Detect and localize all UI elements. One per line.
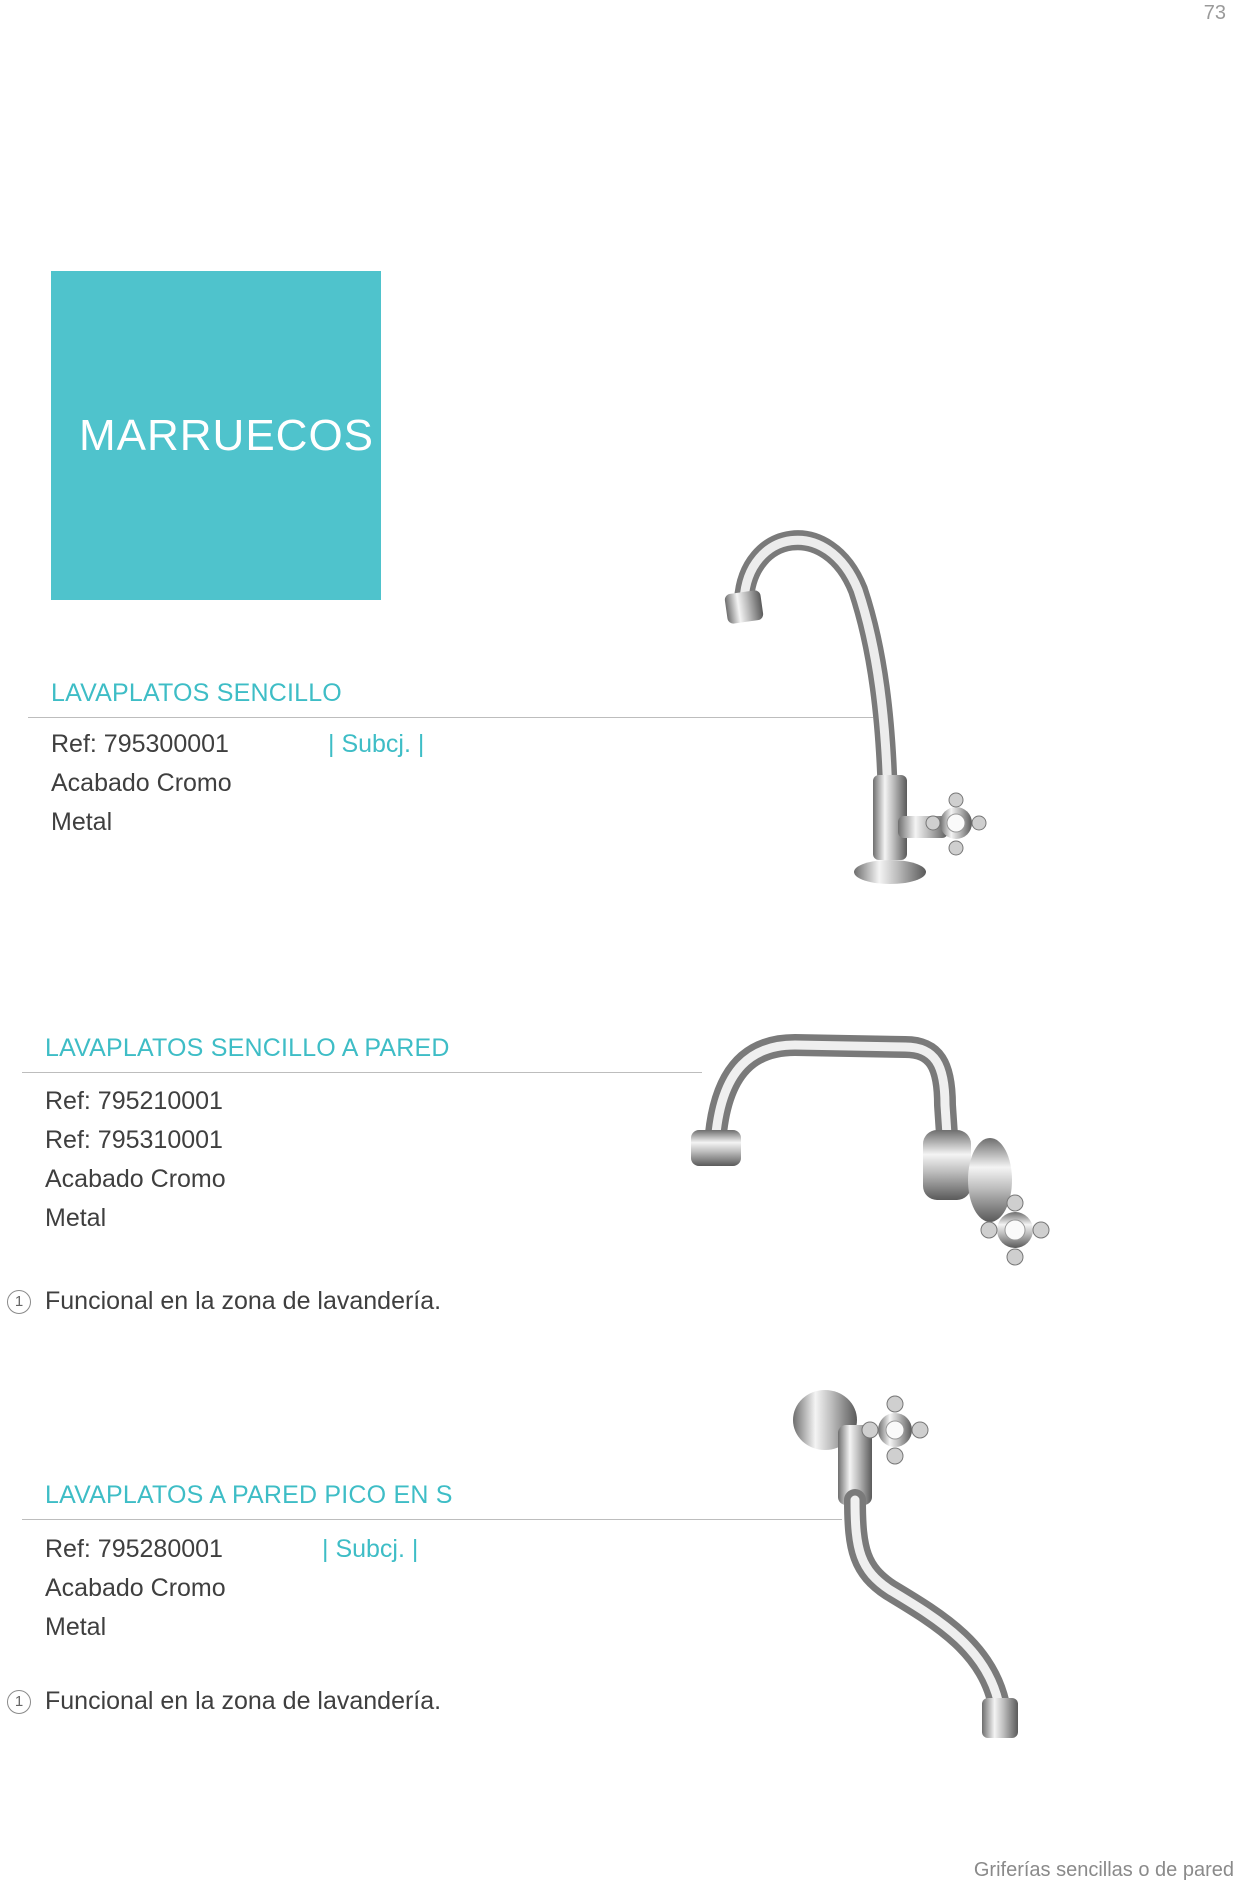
product-ref: Ref: 795210001 bbox=[45, 1087, 223, 1115]
note-text: Funcional en la zona de lavandería. bbox=[45, 1687, 442, 1715]
page-number: 73 bbox=[1203, 2, 1226, 24]
product-title: LAVAPLATOS A PARED PICO EN S bbox=[45, 1481, 453, 1509]
product-finish: Acabado Cromo bbox=[51, 769, 232, 797]
product-material: Metal bbox=[45, 1613, 107, 1641]
s-spout-faucet-image bbox=[790, 1380, 1040, 1760]
wall-mounted-faucet-image bbox=[685, 1025, 1055, 1295]
product-material: Metal bbox=[45, 1204, 107, 1232]
note-text: Funcional en la zona de lavandería. bbox=[45, 1287, 442, 1315]
product-finish: Acabado Cromo bbox=[45, 1574, 226, 1602]
subcj-label: | Subcj. | bbox=[322, 1535, 419, 1563]
product-ref: Ref: 795300001 bbox=[51, 730, 229, 758]
number-one-icon: 1 bbox=[7, 1290, 31, 1314]
product-title: LAVAPLATOS SENCILLO bbox=[51, 679, 342, 707]
product-ref: Ref: 795310001 bbox=[45, 1126, 223, 1154]
subcj-label: | Subcj. | bbox=[328, 730, 425, 758]
product-finish: Acabado Cromo bbox=[45, 1165, 226, 1193]
number-one-icon: 1 bbox=[7, 1690, 31, 1714]
brand-title: MARRUECOS bbox=[79, 411, 375, 460]
product-note bbox=[7, 1287, 441, 1316]
product-note bbox=[7, 1687, 441, 1716]
deck-mounted-faucet-image bbox=[718, 520, 988, 900]
brand-box bbox=[51, 271, 381, 600]
product-divider bbox=[22, 1072, 702, 1073]
product-title: LAVAPLATOS SENCILLO A PARED bbox=[45, 1034, 450, 1062]
product-material: Metal bbox=[51, 808, 113, 836]
product-ref: Ref: 795280001 bbox=[45, 1535, 223, 1563]
footer-section-title: Griferías sencillas o de pared bbox=[973, 1859, 1234, 1881]
product-divider bbox=[22, 1519, 842, 1520]
